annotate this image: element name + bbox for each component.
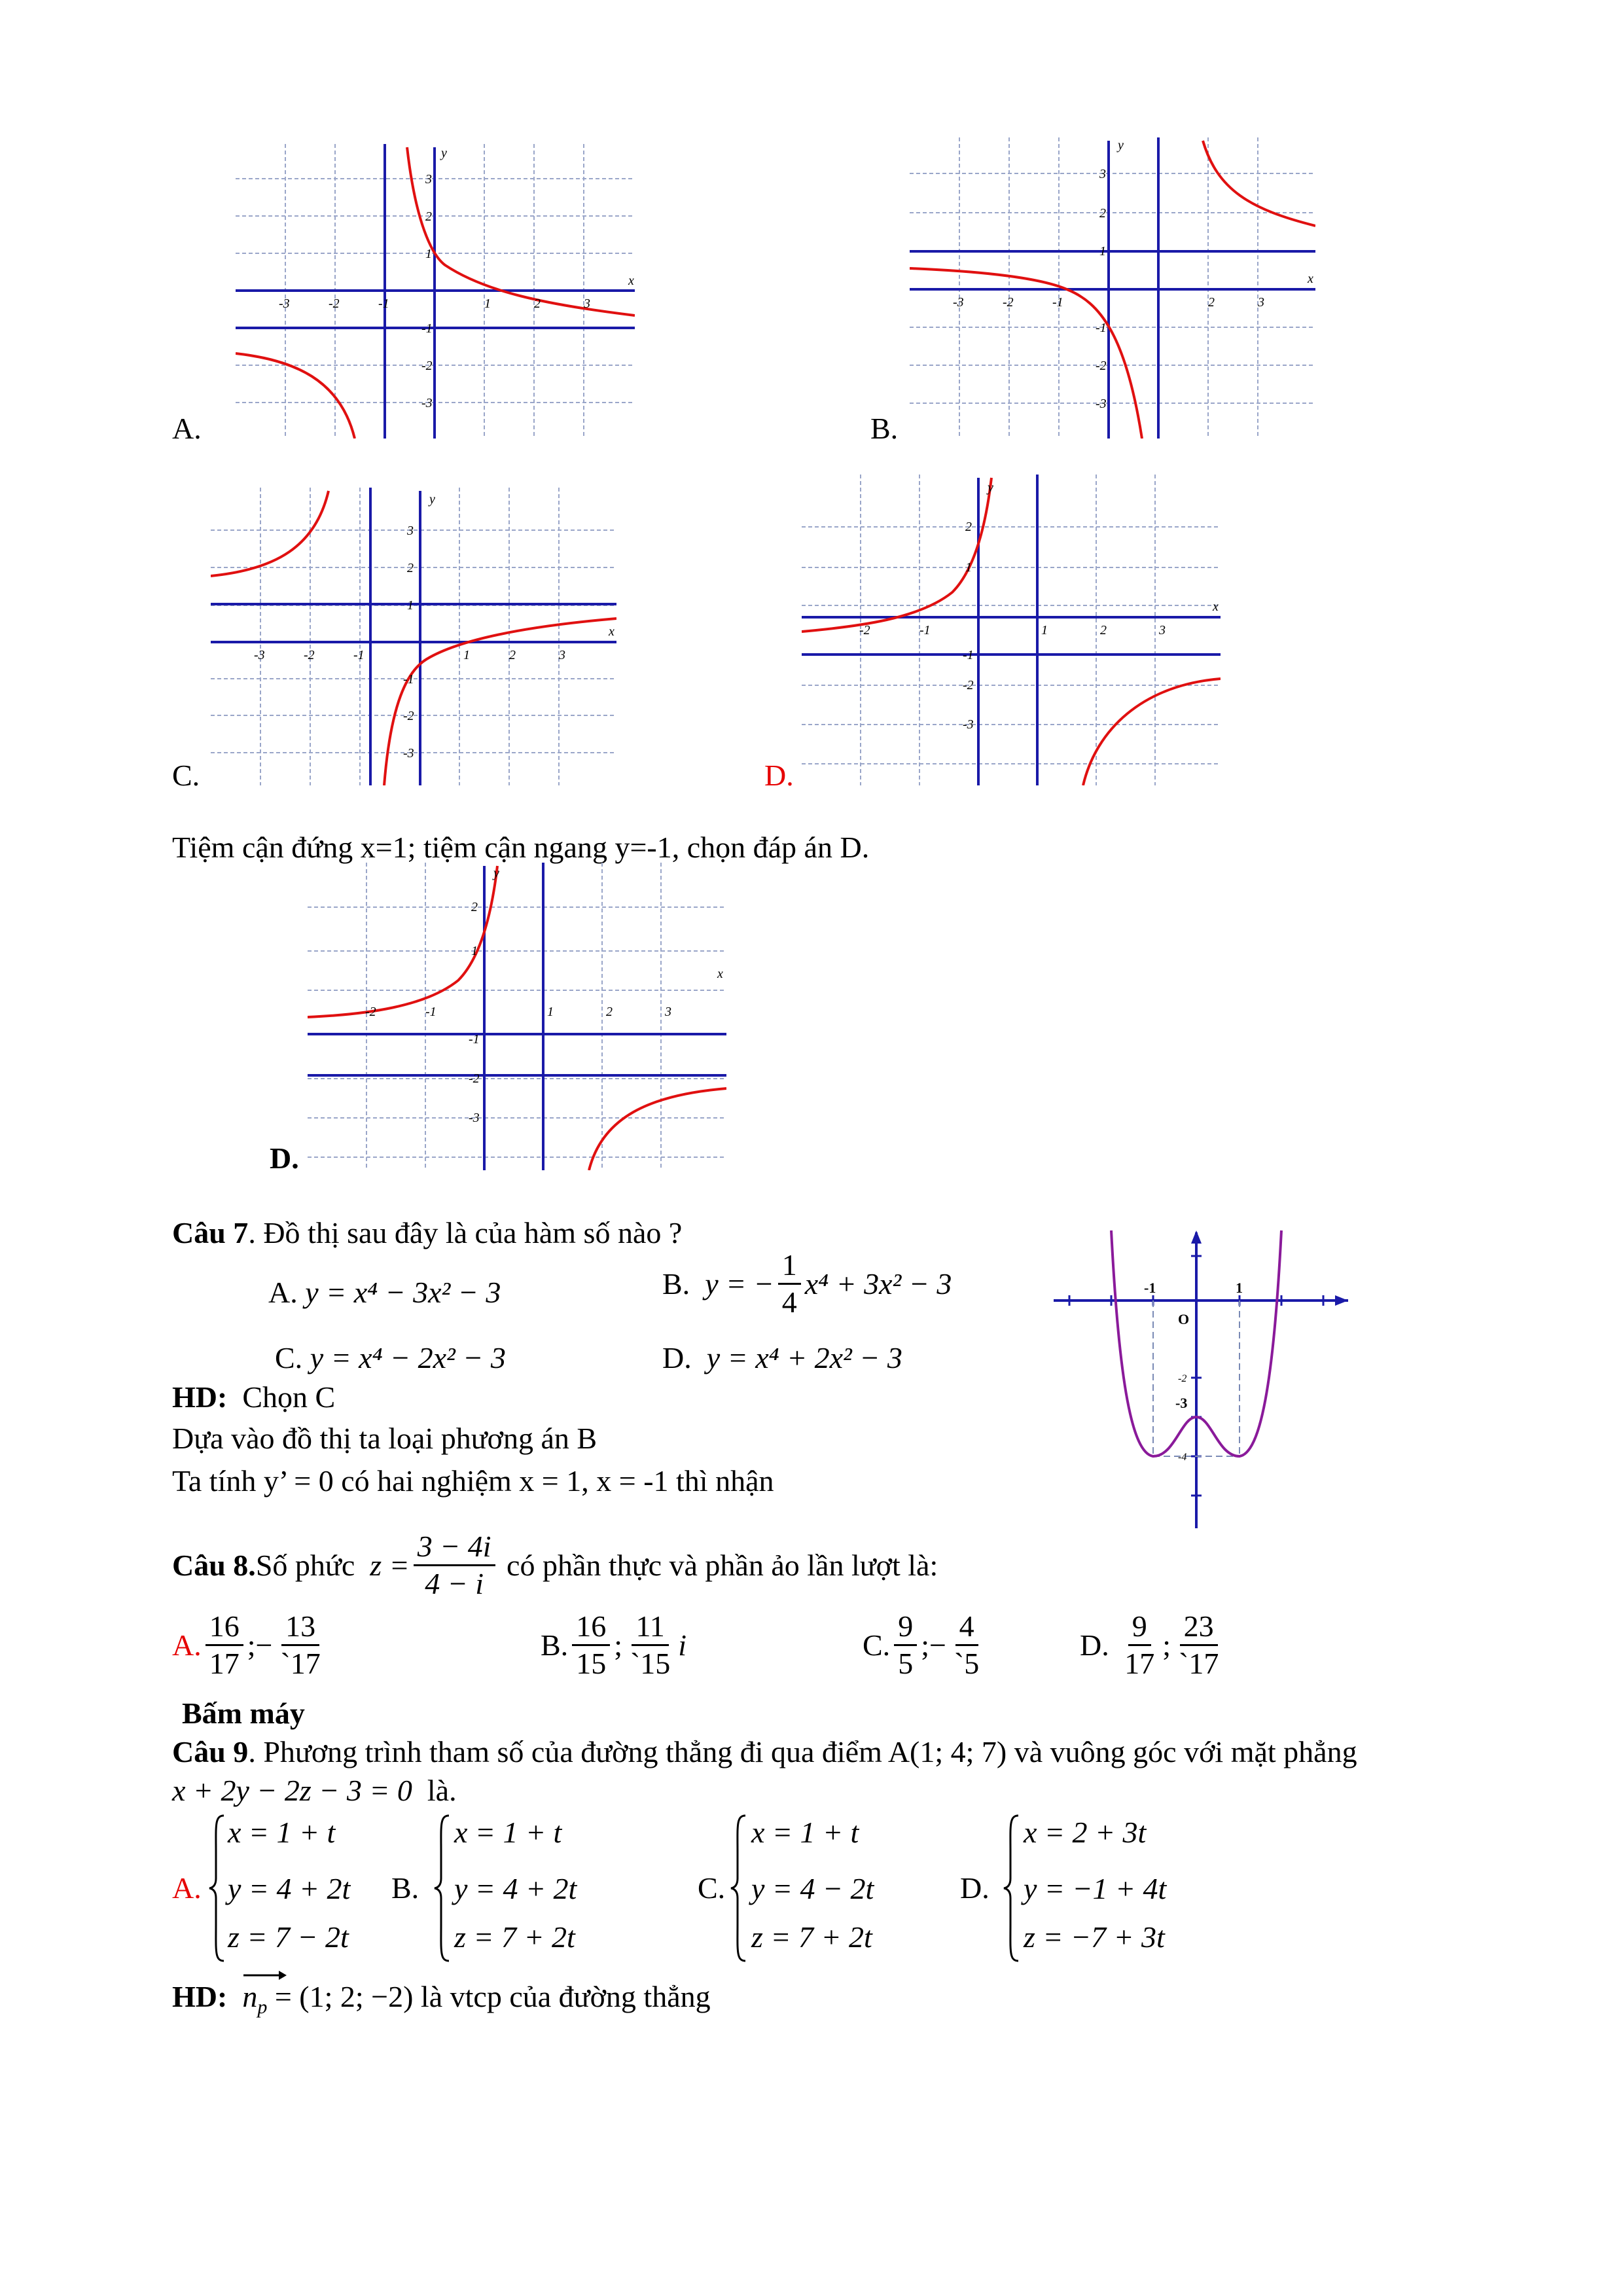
brace-c — [728, 1813, 748, 1964]
svg-text:-2: -2 — [304, 648, 315, 662]
q7-option-d: D. y = x⁴ + 2x² − 3 — [662, 1341, 902, 1374]
svg-text:2: 2 — [471, 900, 478, 914]
svg-text:1: 1 — [547, 1005, 554, 1019]
graph-d — [802, 475, 1221, 785]
svg-text:-1: -1 — [469, 1032, 480, 1047]
graph-d-label: D. — [764, 759, 794, 792]
svg-text:1: 1 — [425, 247, 432, 261]
q7-hd: HD: Chọn C — [172, 1380, 336, 1414]
svg-text:-1: -1 — [425, 1005, 437, 1019]
svg-text:1: 1 — [484, 296, 491, 311]
svg-text:-3: -3 — [469, 1111, 480, 1125]
svg-text:2: 2 — [1100, 623, 1107, 637]
svg-text:-1: -1 — [1144, 1280, 1156, 1296]
svg-text:-2: -2 — [1178, 1373, 1187, 1384]
svg-text:-1: -1 — [403, 672, 414, 687]
normal-vector: $n_p$ — [242, 1982, 267, 2017]
svg-text:1: 1 — [463, 648, 470, 662]
q8-option-d: D. $\frac{9}{17}$ ; $\frac{23}{`17}$ — [1080, 1609, 1219, 1680]
vector-arrow-icon — [242, 1967, 288, 1981]
y-label: y — [441, 146, 447, 160]
svg-text:-2: -2 — [1096, 359, 1107, 373]
svg-text:2: 2 — [1208, 295, 1215, 310]
svg-text:2: 2 — [606, 1005, 613, 1019]
svg-text:-2: -2 — [469, 1071, 480, 1086]
svg-text:-1: -1 — [353, 648, 365, 662]
graph-a — [236, 144, 635, 439]
graph-d-repeat — [308, 863, 726, 1170]
svg-text:y: y — [429, 492, 435, 507]
q7-option-b: B. y = − $\frac{1}{4}$ x⁴ + 3x² − 3 — [662, 1248, 952, 1319]
svg-text:2: 2 — [407, 561, 414, 575]
svg-text:-4: -4 — [1178, 1452, 1187, 1463]
svg-text:3: 3 — [1099, 167, 1106, 181]
svg-text:3: 3 — [425, 172, 432, 187]
svg-text:y: y — [493, 866, 499, 880]
q8-bam-may: Bấm máy — [182, 1696, 305, 1730]
svg-text:-1: -1 — [963, 648, 974, 662]
svg-text:-2: -2 — [421, 359, 433, 373]
svg-text:1: 1 — [407, 598, 414, 613]
svg-text:-1: -1 — [421, 321, 433, 336]
svg-text:y: y — [1118, 138, 1124, 152]
svg-text:3: 3 — [559, 648, 565, 662]
svg-text:x: x — [609, 624, 615, 639]
svg-text:-1: -1 — [1096, 321, 1107, 335]
svg-text:1: 1 — [471, 944, 478, 958]
svg-text:-3: -3 — [963, 717, 974, 732]
q9-option-b-label: B. — [391, 1871, 419, 1905]
graph-d-repeat-label: D. — [270, 1141, 299, 1175]
svg-text:1: 1 — [1099, 244, 1106, 259]
graph-b-label: B. — [870, 412, 899, 445]
x-label: x — [628, 274, 634, 288]
svg-text:-2: -2 — [365, 1005, 376, 1019]
svg-text:2: 2 — [509, 648, 516, 662]
q7-option-a: A. y = x⁴ − 3x² − 3 — [268, 1276, 501, 1309]
svg-text:-2: -2 — [859, 623, 870, 637]
graph-c-label: C. — [172, 759, 200, 792]
svg-text:2: 2 — [965, 520, 972, 534]
graph-a-label: A. — [172, 412, 202, 445]
svg-text:y: y — [988, 480, 993, 495]
brace-a — [207, 1813, 226, 1964]
graph-c — [211, 488, 616, 785]
svg-text:-2: -2 — [403, 709, 414, 723]
svg-text:x: x — [717, 967, 723, 981]
svg-text:3: 3 — [584, 296, 590, 311]
svg-text:-3: -3 — [279, 296, 290, 311]
q9-option-d-label: D. — [960, 1871, 990, 1905]
svg-text:O: O — [1178, 1311, 1190, 1327]
svg-text:-3: -3 — [1096, 397, 1107, 411]
graph-b — [910, 137, 1315, 439]
svg-text:-3: -3 — [1175, 1395, 1188, 1411]
q8-option-b: B. $\frac{16}{15}$ ; $\frac{11}{`15}$ i — [541, 1609, 687, 1680]
svg-text:-3: -3 — [953, 295, 964, 310]
svg-text:-1: -1 — [1052, 295, 1063, 310]
q8-option-a: A. $\frac{16}{17}$ ;− $\frac{13}{`17}$ — [172, 1609, 321, 1680]
svg-text:1: 1 — [1236, 1280, 1243, 1296]
q7-line1: Dựa vào đồ thị ta loại phương án B — [172, 1422, 597, 1455]
q9-stem: Câu 9. Phương trình tham số của đường thẳng đi qua điểm A(1; 4; 7) và vuông góc với mặt phẳng — [172, 1735, 1357, 1768]
svg-text:-1: -1 — [378, 296, 389, 311]
svg-text:-2: -2 — [1003, 295, 1014, 310]
brace-b — [432, 1813, 452, 1964]
svg-text:3: 3 — [1258, 295, 1264, 310]
q9-option-a-label: A. — [172, 1871, 202, 1905]
q7-line2: Ta tính y’ = 0 có hai nghiệm x = 1, x = -1 thì nhận — [172, 1464, 774, 1498]
svg-text:-1: -1 — [919, 623, 931, 637]
svg-text:1: 1 — [965, 560, 972, 575]
svg-text:-3: -3 — [421, 396, 433, 410]
svg-text:3: 3 — [1159, 623, 1166, 637]
q9-option-c-label: C. — [698, 1871, 726, 1905]
svg-text:1: 1 — [1041, 623, 1048, 637]
svg-text:-2: -2 — [963, 678, 974, 692]
q9-plane: x + 2y − 2z − 3 = 0 là. — [172, 1774, 457, 1807]
svg-text:2: 2 — [1099, 206, 1106, 221]
q7-stem: Câu 7. Đồ thị sau đây là của hàm số nào ? — [172, 1216, 683, 1249]
asymptote-note: Tiệm cận đứng x=1; tiệm cận ngang y=-1, chọn đáp án D. — [172, 831, 870, 864]
q8-option-c: C. $\frac{9}{5}$ ;− $\frac{4}{`5}$ — [863, 1609, 980, 1680]
svg-text:-2: -2 — [329, 296, 340, 311]
curve-branch-left — [236, 353, 355, 439]
svg-text:2: 2 — [534, 296, 541, 311]
svg-text:-3: -3 — [254, 648, 265, 662]
svg-text:2: 2 — [425, 209, 432, 224]
quartic-graph — [1047, 1227, 1348, 1528]
svg-text:3: 3 — [665, 1005, 671, 1019]
svg-text:-3: -3 — [403, 746, 414, 761]
q8-stem: Câu 8. Số phức z = $\frac{3 - 4i}{4 - i}$ có phần thực và phần ảo lần lượt là: — [172, 1530, 938, 1600]
q7-option-c: C. y = x⁴ − 2x² − 3 — [275, 1341, 506, 1374]
brace-d — [1001, 1813, 1021, 1964]
svg-text:x: x — [1213, 600, 1219, 614]
svg-text:x: x — [1308, 272, 1313, 286]
q9-hd: HD: $n_p = (1$; 2; −2) là vtcp của đường thẳng — [172, 1982, 711, 2017]
svg-text:3: 3 — [407, 524, 414, 538]
